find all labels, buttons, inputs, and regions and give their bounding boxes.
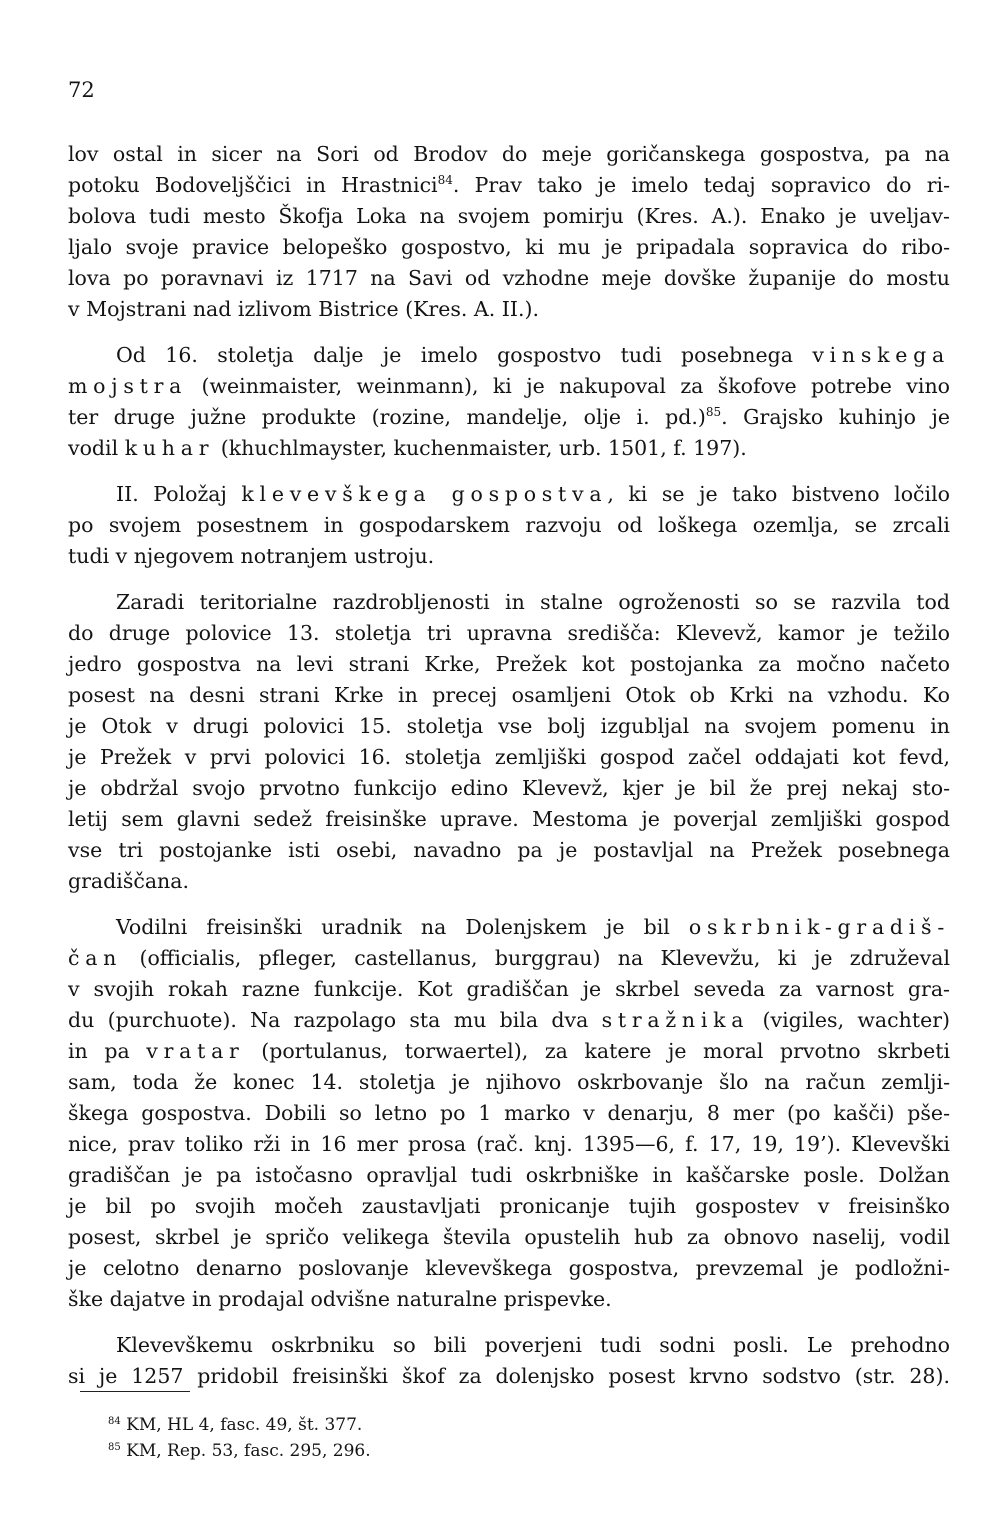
footnote-ref: 84	[437, 173, 453, 187]
spaced-term: čan	[68, 946, 123, 970]
page-number: 72	[68, 78, 95, 102]
text-line: jedro gospostva na levi strani Krke, Prežek kot postojanka za močno načeto	[68, 652, 950, 676]
text-line: vse tri postojanke isti osebi, navadno pa je postavljal na Prežek posebnega	[68, 838, 950, 862]
text-line: potoku Bodoveljščici in Hrastnici$^{84}$. Prav tako je imelo tedaj sopravico do ri-	[68, 173, 950, 197]
text-line: v svojih rokah razne funkcije. Kot gradiščan je skrbel seveda za varnost gra-	[68, 977, 950, 1001]
text-line: je celotno denarno poslovanje klevevškega gospostva, prevzemal je podložni-	[68, 1256, 950, 1280]
text-line: sam, toda že konec 14. stoletja je njihovo oskrbovanje šlo na račun zemlji-	[68, 1070, 950, 1094]
text-line: Od 16. stoletja dalje je imelo gospostvo tudi posebnega vinskega	[116, 343, 950, 367]
text-line: je bil po svojih močeh zaustavljati pronicanje tujih gospostev v freisinško	[68, 1194, 950, 1218]
text-line: vodil kuhar (khuchlmayster, kuchenmaister, urb. 1501, f. 197).	[68, 436, 747, 460]
text-line: škega gospostva. Dobili so letno po 1 marko v denarju, 8 mer (po kašči) pše-	[68, 1101, 950, 1125]
text-line: je obdržal svojo prvotno funkcijo edino Klevevž, kjer je bil že prej nekaj sto-	[68, 776, 950, 800]
paragraph	[68, 479, 950, 572]
footnote: $^{84}$ KM, HL 4, fasc. 49, št. 377.	[108, 1415, 363, 1435]
text-line: je Prežek v prvi polovici 16. stoletja zemljiški gospod začel oddajati kot fevd,	[68, 745, 950, 769]
text-line: si je 1257 pridobil freisinški škof za dolenjsko posest krvno sodstvo (str. 28).	[68, 1364, 950, 1388]
text-line: je Otok v drugi polovici 15. stoletja vse bolj izgubljal na svojem pomenu in	[68, 714, 950, 738]
text-line: letij sem glavni sedež freisinške uprave. Mestoma je poverjal zemljiški gospod	[68, 807, 950, 831]
text-line: posest na desni strani Krke in precej osamljeni Otok ob Krki na vzhodu. Ko	[68, 683, 950, 707]
paragraph	[68, 1330, 950, 1392]
text-line: gradiščana.	[68, 869, 189, 893]
body-text	[68, 139, 950, 1407]
text-line: ter druge južne produkte (rozine, mandelje, olje i. pd.)$^{85}$. Grajsko kuhinjo je	[68, 405, 950, 429]
footnote-separator	[80, 1391, 190, 1392]
text-line: Zaradi teritorialne razdrobljenosti in stalne ogroženosti so se razvila tod	[116, 590, 950, 614]
text-line: gradiščan je pa istočasno opravljal tudi oskrbniške in kaščarske posle. Dolžan	[68, 1163, 950, 1187]
text-line: ljalo svoje pravice belopeško gospostvo, ki mu je pripadala sopravica do ribo-	[68, 235, 950, 259]
text-line: du (purchuote). Na razpolago sta mu bila dva stražnika (vigiles, wachter)	[68, 1008, 950, 1032]
spaced-term: vratar	[146, 1039, 245, 1063]
spaced-term: kuhar	[124, 436, 215, 460]
text-line: lova po poravnavi iz 1717 na Savi od vzhodne meje dovške županije do mostu	[68, 266, 950, 290]
text-line: II. Položaj klevevškega gospostva, ki se je tako bistveno ločilo	[116, 482, 950, 506]
text-line: Klevevškemu oskrbniku so bili poverjeni tudi sodni posli. Le prehodno	[116, 1333, 950, 1357]
footnote-ref: 85	[705, 405, 722, 419]
footnote: $^{85}$ KM, Rep. 53, fasc. 295, 296.	[108, 1441, 371, 1461]
text-line: bolova tudi mesto Škofja Loka na svojem pomirju (Kres. A.). Enako je uveljav-	[68, 204, 950, 228]
footnotes	[108, 1412, 371, 1464]
spaced-term: mojstra	[68, 374, 188, 398]
text-line: čan (officialis, pfleger, castellanus, burggrau) na Klevevžu, ki je združeval	[68, 946, 950, 970]
paragraph	[68, 139, 950, 325]
text-line: nice, prav toliko rži in 16 mer prosa (rač. knj. 1395—6, f. 17, 19, 19’). Klevevški	[68, 1132, 950, 1156]
spaced-term: vinskega	[812, 343, 950, 367]
spaced-term: klevevškega gospostva	[241, 482, 608, 506]
text-line: lov ostal in sicer na Sori od Brodov do meje goričanskega gospostva, pa na	[68, 142, 950, 166]
text-line: ške dajatve in prodajal odvišne naturalne prispevke.	[68, 1287, 612, 1311]
spaced-term: oskrbnik-gradiš-	[688, 915, 950, 939]
spaced-term: stražnika	[601, 1008, 750, 1032]
text-line: po svojem posestnem in gospodarskem razvoju od loškega ozemlja, se zrcali	[68, 513, 950, 537]
text-line: mojstra (weinmaister, weinmann), ki je nakupoval za škofove potrebe vino	[68, 374, 950, 398]
text-line: tudi v njegovem notranjem ustroju.	[68, 544, 435, 568]
paragraph	[68, 340, 950, 464]
text-line: do druge polovice 13. stoletja tri upravna središča: Klevevž, kamor je težilo	[68, 621, 950, 645]
text-line: in pa vratar (portulanus, torwaertel), za katere je moral prvotno skrbeti	[68, 1039, 951, 1063]
text-line: Vodilni freisinški uradnik na Dolenjskem je bil oskrbnik-gradiš-	[116, 915, 950, 939]
text-line: posest, skrbel je spričo velikega števila opustelih hub za obnovo naselij, vodil	[68, 1225, 950, 1249]
paragraph	[68, 912, 950, 1315]
footnote-mark: 85	[108, 1442, 121, 1453]
footnote-mark: 84	[108, 1416, 121, 1427]
paragraph	[68, 587, 950, 897]
text-line: v Mojstrani nad izlivom Bistrice (Kres. A. II.).	[68, 297, 539, 321]
